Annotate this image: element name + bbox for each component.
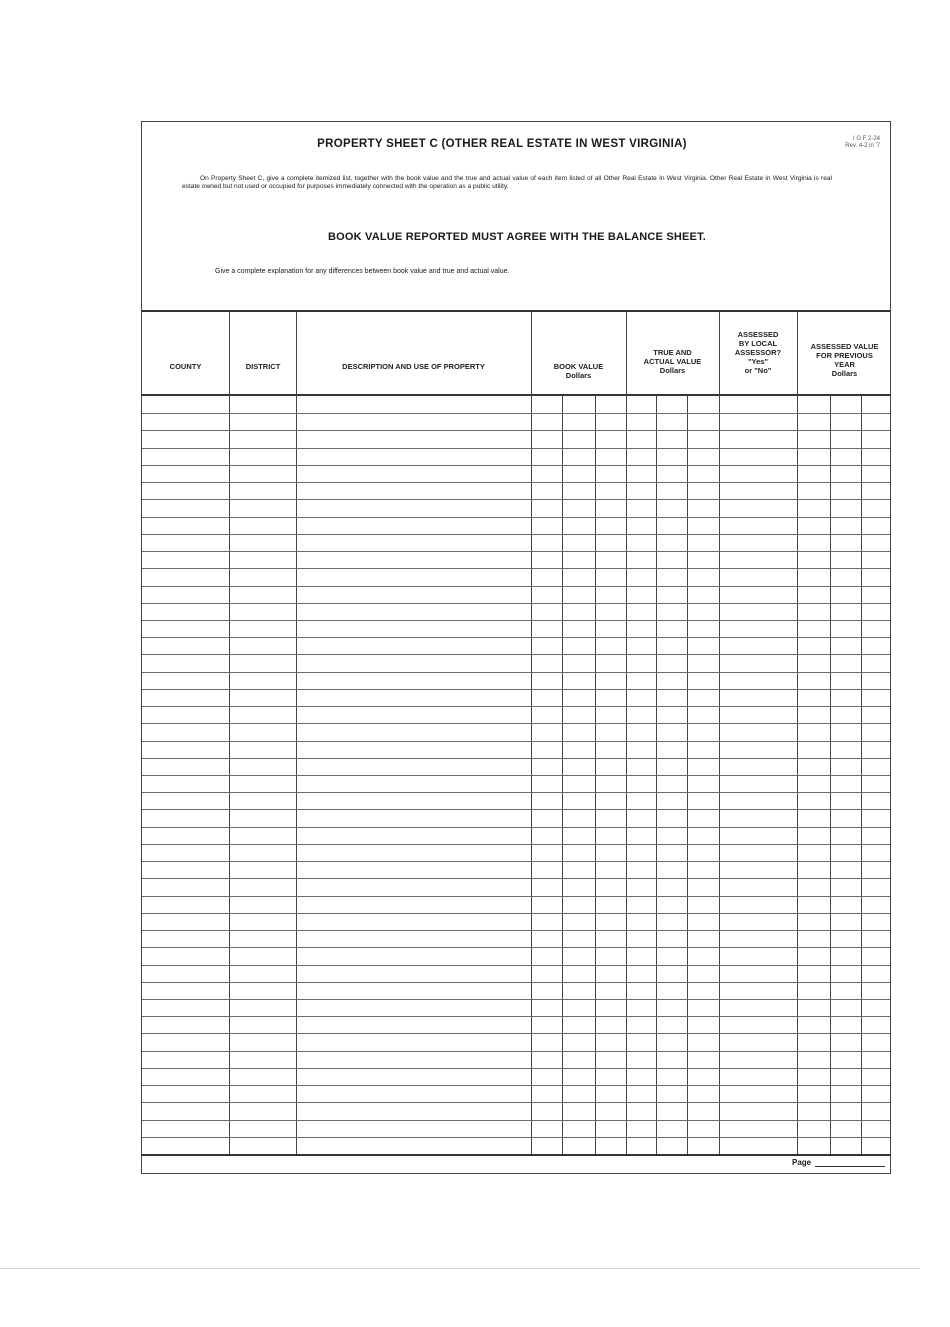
header-assessed-local-line3: ASSESSOR? xyxy=(734,348,782,357)
divider-assessed-local xyxy=(797,312,798,1155)
row-line xyxy=(142,861,890,862)
row-line xyxy=(142,965,890,966)
row-line xyxy=(142,913,890,914)
row-line xyxy=(142,568,890,569)
header-assessed-previous xyxy=(797,342,892,378)
row-line xyxy=(142,999,890,1000)
header-assessed-previous-line4: Dollars xyxy=(831,369,858,378)
row-line xyxy=(142,1051,890,1052)
header-assessed-previous-line2: FOR PREVIOUS xyxy=(816,351,873,360)
header-true-value xyxy=(626,348,719,375)
row-line xyxy=(142,1085,890,1086)
explanation-prompt: Give a complete explanation for any differences between book value and true and actual value. xyxy=(215,268,510,275)
divider-book-value xyxy=(626,312,627,1155)
instructions-paragraph: On Property Sheet C, give a complete itemized list, together with the book value and the true and actual value of each item listed of all Other Real Estate In West Virginia. Other Real Estate in West Virginia is real estate owned but not used or occupied for purposes immediately connected with the operation as a public utility. xyxy=(182,175,832,190)
row-line xyxy=(142,620,890,621)
header-assessed-local-line1: ASSESSED xyxy=(737,330,779,339)
header-assessed-local-line2: BY LOCAL xyxy=(738,339,778,348)
row-line xyxy=(142,878,890,879)
row-line xyxy=(142,706,890,707)
row-line xyxy=(142,1102,890,1103)
header-true-value-line3: Dollars xyxy=(659,366,686,375)
header-assessed-local-line4: "Yes" xyxy=(747,357,769,366)
form-code-line2: Rev. 4-2 in '7 xyxy=(845,143,880,149)
row-line xyxy=(142,689,890,690)
row-line xyxy=(142,775,890,776)
row-line xyxy=(142,844,890,845)
header-true-value-line2: ACTUAL VALUE xyxy=(643,357,702,366)
row-line xyxy=(142,637,890,638)
form-header xyxy=(142,122,890,312)
header-description: DESCRIPTION AND USE OF PROPERTY xyxy=(342,362,485,371)
header-book-value-line2: Dollars xyxy=(565,371,592,380)
row-line xyxy=(142,430,890,431)
row-line xyxy=(142,586,890,587)
row-line xyxy=(142,758,890,759)
row-line xyxy=(142,896,890,897)
row-line xyxy=(142,930,890,931)
header-county: COUNTY xyxy=(169,362,202,371)
row-line xyxy=(142,534,890,535)
row-line xyxy=(142,1016,890,1017)
divider-district xyxy=(296,312,297,1155)
header-true-value-line1: TRUE AND xyxy=(653,348,692,357)
row-line xyxy=(142,792,890,793)
form-title: PROPERTY SHEET C (OTHER REAL ESTATE IN WEST VIRGINIA) xyxy=(317,138,687,150)
column-header-rule xyxy=(142,394,890,396)
page-label: Page xyxy=(792,1158,812,1167)
header-assessed-previous-line3: YEAR xyxy=(834,360,855,369)
page-edge xyxy=(0,1268,920,1269)
balance-sheet-notice: BOOK VALUE REPORTED MUST AGREE WITH THE BALANCE SHEET. xyxy=(327,231,707,243)
row-line xyxy=(142,517,890,518)
row-line xyxy=(142,947,890,948)
row-line xyxy=(142,465,890,466)
row-line xyxy=(142,1120,890,1121)
row-line xyxy=(142,827,890,828)
row-line xyxy=(142,809,890,810)
row-line xyxy=(142,413,890,414)
header-assessed-previous-line1: ASSESSED VALUE xyxy=(810,342,879,351)
divider-true-value xyxy=(719,312,720,1155)
divider-county xyxy=(229,312,230,1155)
header-book-value-line1: BOOK VALUE xyxy=(553,362,604,371)
row-line xyxy=(142,448,890,449)
property-sheet-form xyxy=(141,121,891,1174)
row-line xyxy=(142,654,890,655)
row-line xyxy=(142,603,890,604)
page-number-field[interactable] xyxy=(815,1166,885,1167)
divider-description xyxy=(531,312,532,1155)
row-line xyxy=(142,551,890,552)
table-bottom-rule xyxy=(142,1154,890,1156)
header-assessed-local xyxy=(719,330,797,375)
header-district: DISTRICT xyxy=(245,362,281,371)
row-line xyxy=(142,1137,890,1138)
row-line xyxy=(142,1068,890,1069)
row-line xyxy=(142,1033,890,1034)
header-assessed-local-line5: or "No" xyxy=(744,366,772,375)
row-line xyxy=(142,672,890,673)
row-line xyxy=(142,499,890,500)
row-line xyxy=(142,482,890,483)
form-code-line1: I G F 2-24 xyxy=(852,136,880,142)
row-line xyxy=(142,741,890,742)
row-line xyxy=(142,982,890,983)
row-line xyxy=(142,723,890,724)
form-code xyxy=(845,136,880,150)
header-book-value xyxy=(531,362,626,380)
